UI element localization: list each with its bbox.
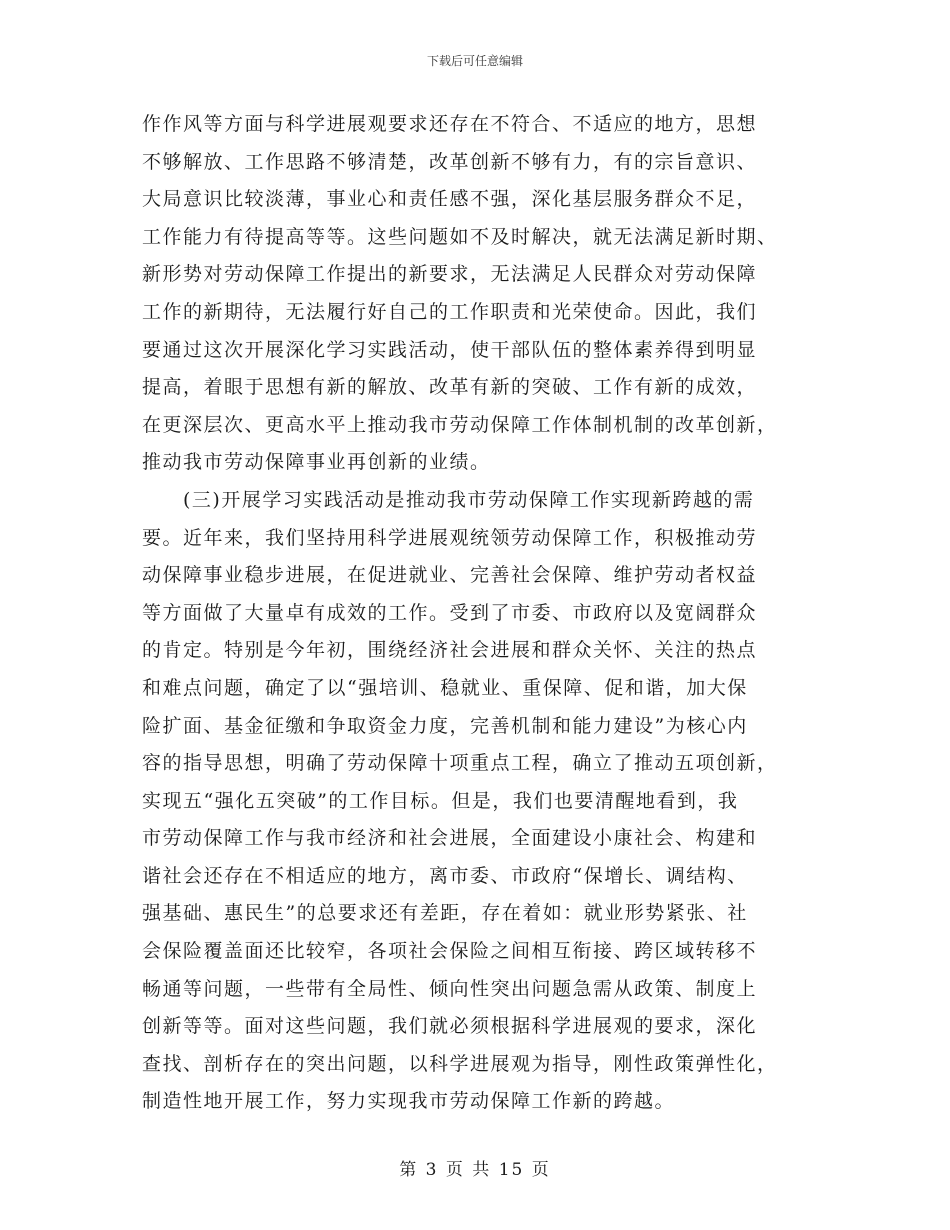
text-line: 不够解放、工作思路不够清楚，改革创新不够有力，有的宗旨意识、 <box>142 150 758 173</box>
text-line: 实现五“强化五突破”的工作目标。但是，我们也要清醒地看到，我 <box>142 789 739 812</box>
text-line: 和难点问题，确定了以“强培训、稳就业、重保障、促和谐，加大保 <box>142 676 748 699</box>
text-line: 谐社会还存在不相适应的地方，离市委、市政府“保增长、调结构、 <box>142 864 748 887</box>
text-line: 等方面做了大量卓有成效的工作。受到了市委、市政府以及宽阔群众 <box>142 601 758 624</box>
text-line: 动保障事业稳步进展，在促进就业、完善社会保障、维护劳动者权益 <box>142 564 758 587</box>
page-header: 下载后可任意编辑 <box>426 54 523 68</box>
text-line: (三)开展学习实践活动是推动我市劳动保障工作实现新跨越的需 <box>142 488 755 511</box>
text-line: 新形势对劳动保障工作提出的新要求，无法满足人民群众对劳动保障 <box>142 263 758 286</box>
text-line: 要通过这次开展深化学习实践活动，使干部队伍的整体素养得到明显 <box>142 338 758 361</box>
text-line: 的肯定。特别是今年初，围绕经济社会进展和群众关怀、关注的热点 <box>142 639 758 662</box>
text-line: 容的指导思想，明确了劳动保障十项重点工程，确立了推动五项创新， <box>142 752 778 775</box>
text-line: 市劳动保障工作与我市经济和社会进展，全面建设小康社会、构建和 <box>142 827 758 850</box>
text-line: 作作风等方面与科学进展观要求还存在不符合、不适应的地方，思想 <box>142 113 758 135</box>
text-line: 查找、剖析存在的突出问题，以科学进展观为指导，刚性政策弹性化， <box>142 1052 778 1075</box>
document-body <box>142 106 812 1121</box>
text-line: 提高，着眼于思想有新的解放、改革有新的突破、工作有新的成效， <box>142 376 758 399</box>
text-line: 大局意识比较淡薄，事业心和责任感不强，深化基层服务群众不足， <box>142 188 758 211</box>
text-line: 会保险覆盖面还比较窄，各项社会保险之间相互衔接、跨区域转移不 <box>142 940 758 963</box>
text-line: 要。近年来，我们坚持用科学进展观统领劳动保障工作，积极推动劳 <box>142 526 758 549</box>
text-line: 工作能力有待提高等等。这些问题如不及时解决，就无法满足新时期、 <box>142 225 778 248</box>
text-line: 在更深层次、更高水平上推动我市劳动保障工作体制机制的改革创新， <box>142 413 778 436</box>
text-line: 畅通等问题，一些带有全局性、倾向性突出问题急需从政策、制度上 <box>142 977 758 1000</box>
text-line: 险扩面、基金征缴和争取资金力度，完善机制和能力建设”为核心内 <box>142 714 748 737</box>
page-number: 第 3 页 共 15 页 <box>399 1160 551 1180</box>
text-line: 制造性地开展工作，努力实现我市劳动保障工作新的跨越。 <box>142 1090 676 1113</box>
text-line: 强基础、惠民生”的总要求还有差距，存在着如：就业形势紧张、社 <box>142 902 748 925</box>
text-line: 推动我市劳动保障事业再创新的业绩。 <box>142 451 491 474</box>
text-line: 创新等等。面对这些问题，我们就必须根据科学进展观的要求，深化 <box>142 1015 758 1038</box>
text-line: 工作的新期待，无法履行好自己的工作职责和光荣使命。因此，我们 <box>142 300 758 323</box>
